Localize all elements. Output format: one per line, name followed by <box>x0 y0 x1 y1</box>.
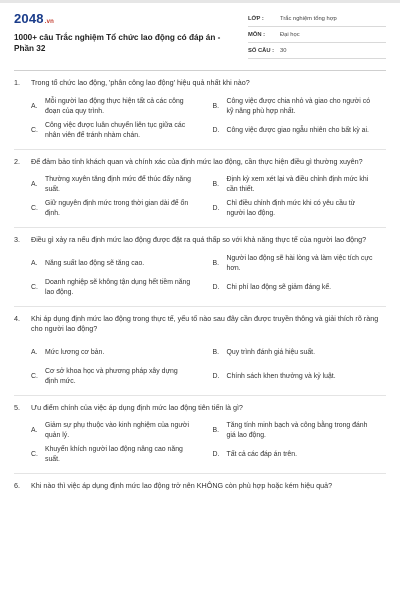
option-c[interactable] <box>31 121 205 141</box>
option-d[interactable] <box>213 121 387 141</box>
option-letter: B. <box>212 102 220 110</box>
info-value: Đại học <box>280 31 300 38</box>
question-number: 3. <box>14 235 20 244</box>
question-number: 4. <box>14 313 20 323</box>
option-letter: D. <box>212 451 220 458</box>
question-text <box>14 235 386 246</box>
question-text <box>14 157 386 168</box>
option-c[interactable] <box>31 199 205 219</box>
question-text <box>14 481 386 492</box>
option-letter: B. <box>212 259 220 267</box>
document-title: 1000+ câu Trắc nghiệm Tổ chức lao động có đáp án - Phần 32 <box>14 33 221 53</box>
question-body: Trong tổ chức lao động, 'phân công lao động' hiệu quả nhất khi nào? <box>31 78 250 87</box>
option-letter: C. <box>31 283 38 291</box>
option-grid <box>14 254 386 298</box>
option-letter: C. <box>31 205 38 212</box>
info-label: LỚP : <box>248 15 264 22</box>
info-value: Trắc nghiệm tổng hợp <box>280 15 337 22</box>
option-letter: D. <box>212 372 220 380</box>
option-text: Công việc được giao ngẫu nhiên cho bất kỳ ai. <box>226 126 369 134</box>
option-text: Thường xuyên tăng định mức để thúc đẩy năng suất. <box>45 176 191 193</box>
question-number: 2. <box>14 156 20 166</box>
option-text: Mỗi người lao động thực hiện tất cả các công đoạn của quy trình. <box>45 97 184 115</box>
question-body: Khi áp dụng định mức lao động trong thực tế, yếu tố nào sau đây cần được truyền thông và giải thích rõ ràng cho người lao động? <box>31 313 379 333</box>
option-letter: D. <box>212 126 220 134</box>
option-letter: A. <box>31 427 38 434</box>
option-letter: B. <box>212 348 220 356</box>
option-b[interactable] <box>213 254 387 274</box>
question-body: Để đảm bảo tính khách quan và chính xác của định mức lao động, cần thực hiện điều gì thường xuyên? <box>31 156 363 166</box>
option-letter: B. <box>212 427 220 434</box>
option-text: Giảm sự phụ thuộc vào kinh nghiệm của người quản lý. <box>45 422 189 439</box>
question-3 <box>14 235 386 307</box>
option-a[interactable] <box>31 343 205 363</box>
option-text: Mức lương cơ bản. <box>45 348 105 356</box>
option-text: Tất cả các đáp án trên. <box>226 451 297 458</box>
option-a[interactable] <box>31 175 205 195</box>
info-row-class <box>248 11 386 27</box>
option-letter: D. <box>212 283 220 291</box>
question-text <box>14 314 386 335</box>
option-letter: C. <box>31 126 38 134</box>
top-rule <box>0 0 400 3</box>
option-b[interactable] <box>213 175 387 195</box>
option-d[interactable] <box>213 278 387 298</box>
option-text: Chi phí lao động sẽ giảm đáng kể. <box>226 283 332 291</box>
option-letter: C. <box>31 372 38 380</box>
option-text: Giữ nguyên định mức trong thời gian dài để ổn định. <box>45 200 189 217</box>
option-letter: A. <box>31 102 38 110</box>
option-grid <box>14 175 386 219</box>
question-number: 5. <box>14 402 20 412</box>
question-6 <box>14 481 386 492</box>
site-logo[interactable] <box>14 11 234 26</box>
option-b[interactable] <box>213 421 387 441</box>
option-c[interactable] <box>31 278 205 298</box>
question-2 <box>14 157 386 229</box>
question-divider <box>14 395 386 396</box>
logo-main: 2048 <box>14 11 44 26</box>
option-text: Tăng tính minh bạch và công bằng trong đánh giá lao động. <box>226 422 368 439</box>
question-divider <box>14 227 386 228</box>
option-d[interactable] <box>213 445 387 465</box>
info-row-subject <box>248 27 386 43</box>
option-letter: D. <box>212 205 220 212</box>
option-text: Khuyến khích người lao động nâng cao năng suất. <box>45 446 183 463</box>
question-text <box>14 403 386 414</box>
option-text: Công việc được luân chuyển liên tục giữa các nhân viên để tránh nhàm chán. <box>45 121 186 139</box>
question-number: 1. <box>14 78 20 87</box>
option-text: Công việc được chia nhỏ và giao cho người có kỹ năng phù hợp nhất. <box>226 97 371 115</box>
option-letter: A. <box>31 259 38 267</box>
option-text: Người lao động sẽ hài lòng và làm việc tích cực hơn. <box>226 254 373 272</box>
option-a[interactable] <box>31 97 205 117</box>
question-4 <box>14 314 386 396</box>
question-body: Khi nào thì việc áp dụng định mức lao động trở nên KHÔNG còn phù hợp hoặc kém hiệu quả? <box>31 481 333 490</box>
question-body: Điều gì xảy ra nếu định mức lao động được đặt ra quá thấp so với khả năng thực tế của người lao động? <box>31 235 367 244</box>
info-panel <box>248 11 386 66</box>
question-text <box>14 78 386 89</box>
option-letter: A. <box>31 181 38 188</box>
option-b[interactable] <box>213 97 387 117</box>
info-label: MÔN : <box>248 31 266 38</box>
option-text: Chỉ điều chỉnh định mức khi có yêu cầu từ người lao động. <box>226 200 356 217</box>
option-a[interactable] <box>31 254 205 274</box>
info-value: 30 <box>280 47 287 54</box>
option-text: Cơ sở khoa học và phương pháp xây dựng định mức. <box>45 367 178 385</box>
option-a[interactable] <box>31 421 205 441</box>
option-grid <box>14 343 386 387</box>
question-number: 6. <box>14 481 20 490</box>
header-divider <box>14 70 386 71</box>
question-1 <box>14 78 386 150</box>
question-list <box>14 78 386 499</box>
option-text: Doanh nghiệp sẽ không tận dụng hết tiềm năng lao động. <box>45 278 191 296</box>
question-divider <box>14 306 386 307</box>
option-grid <box>14 421 386 465</box>
question-divider <box>14 473 386 474</box>
option-c[interactable] <box>31 367 205 387</box>
option-text: Chính sách khen thưởng và kỷ luật. <box>226 372 336 380</box>
logo-suffix: .vn <box>44 19 55 25</box>
option-text: Định kỳ xem xét lại và điều chỉnh định mức khi cần thiết. <box>226 176 369 193</box>
info-label: SỐ CÂU : <box>248 47 275 54</box>
option-letter: B. <box>212 181 220 188</box>
header-left <box>14 8 234 66</box>
option-d[interactable] <box>213 367 387 387</box>
option-text: Năng suất lao động sẽ tăng cao. <box>45 259 145 267</box>
option-grid <box>14 97 386 141</box>
question-body: Ưu điểm chính của việc áp dụng định mức lao động tiên tiến là gì? <box>31 402 243 412</box>
option-text: Quy trình đánh giá hiệu suất. <box>226 348 315 356</box>
option-letter: A. <box>31 348 38 356</box>
option-letter: C. <box>31 451 38 458</box>
page-header <box>14 8 386 66</box>
option-d[interactable] <box>213 199 387 219</box>
option-b[interactable] <box>213 343 387 363</box>
option-c[interactable] <box>31 445 205 465</box>
info-row-count <box>248 43 386 59</box>
question-5 <box>14 403 386 475</box>
question-divider <box>14 149 386 150</box>
